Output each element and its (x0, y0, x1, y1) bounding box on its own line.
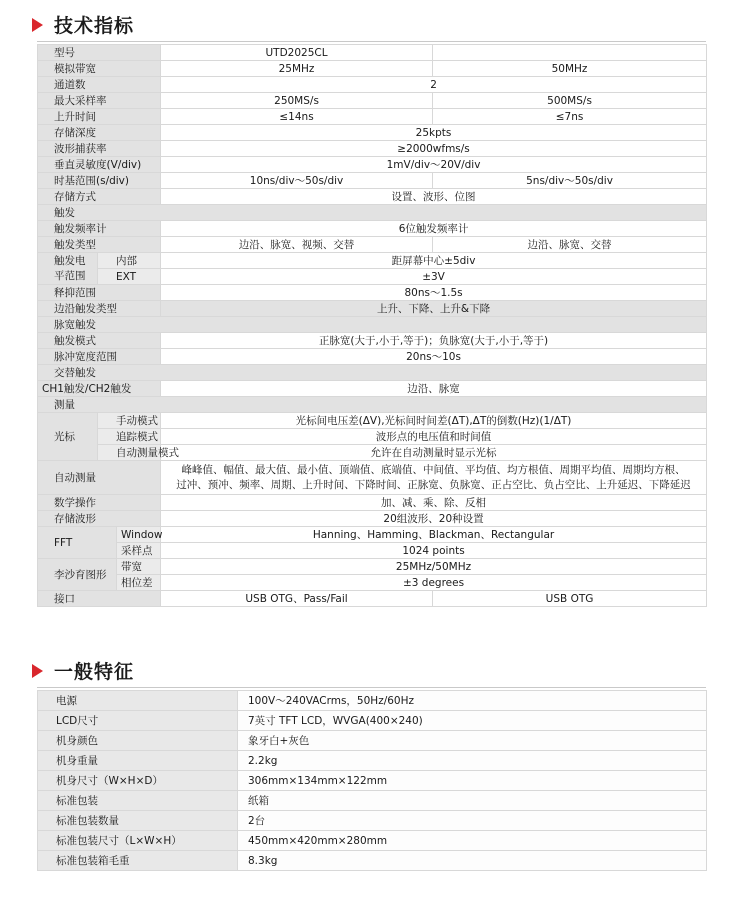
table-row (38, 559, 707, 575)
table-row (38, 253, 707, 269)
table-row (38, 301, 707, 317)
spec-value: 光标间电压差(ΔV),光标间时间差(ΔT),ΔT的倒数(Hz)(1/ΔT) (161, 413, 707, 429)
table-row (38, 575, 707, 591)
group-header: 触发 (38, 205, 707, 221)
general-section-title: 一般特征 (54, 661, 135, 683)
spec-label: 触发类型 (38, 237, 161, 253)
spec-label: 自动测量 (38, 461, 161, 495)
spec-label (38, 253, 98, 285)
table-row (38, 731, 707, 751)
spec-value: 设置、波形、位图 (161, 189, 707, 205)
table-row (38, 285, 707, 301)
spec-label: 数学操作 (38, 495, 161, 511)
table-row (38, 109, 707, 125)
triangle-bullet-icon (32, 18, 43, 32)
sub-label: 追踪模式 (98, 429, 161, 445)
spec-value: Hanning、Hamming、Blackman、Rectangular (161, 527, 707, 543)
sub-label: EXT (98, 269, 161, 285)
spec-label: 时基范围(s/div) (38, 173, 161, 189)
spec-label: 存储方式 (38, 189, 161, 205)
divider (37, 41, 706, 42)
sub-label: 采样点 (117, 543, 161, 559)
table-row (38, 349, 707, 365)
table-row (38, 77, 707, 93)
general-value: 2台 (238, 811, 707, 831)
spec-value: 边沿、脉宽 (161, 381, 707, 397)
spec-label: 李沙育图形 (38, 559, 117, 591)
general-value: 纸箱 (238, 791, 707, 811)
spec-value: 6位触发频率计 (161, 221, 707, 237)
spec-label: 边沿触发类型 (38, 301, 161, 317)
divider (37, 687, 706, 688)
sub-label: Window (117, 527, 161, 543)
spec-value: 50MHz (433, 61, 707, 77)
spec-value: UTD2025CL (161, 45, 433, 61)
spec-label: 上升时间 (38, 109, 161, 125)
spec-label: 最大采样率 (38, 93, 161, 109)
general-label: 标准包装 (38, 791, 238, 811)
sub-label: 自动测量模式 (98, 445, 161, 461)
spec-value: 80ns～1.5s (161, 285, 707, 301)
general-value: 306mm×134mm×122mm (238, 771, 707, 791)
general-label: LCD尺寸 (38, 711, 238, 731)
spec-value: 边沿、脉宽、视频、交替 (161, 237, 433, 253)
spec-value: ≥2000wfms/s (161, 141, 707, 157)
spec-value: 20ns～10s (161, 349, 707, 365)
spec-label: 脉冲宽度范围 (38, 349, 161, 365)
spec-value: ±3V (161, 269, 707, 285)
table-row (38, 751, 707, 771)
table-row (38, 445, 707, 461)
spec-value: 20组波形、20种设置 (161, 511, 707, 527)
triangle-bullet-icon (32, 664, 43, 678)
spec-label: FFT (38, 527, 117, 559)
general-table (37, 690, 707, 871)
general-section-header (32, 657, 134, 684)
general-label: 机身颜色 (38, 731, 238, 751)
group-header: 脉宽触发 (38, 317, 707, 333)
spec-label: 通道数 (38, 77, 161, 93)
general-label: 标准包装尺寸（L×W×H） (38, 831, 238, 851)
general-label: 电源 (38, 691, 238, 711)
spec-label: 触发模式 (38, 333, 161, 349)
table-row (38, 591, 707, 607)
table-row (38, 851, 707, 871)
table-row (38, 141, 707, 157)
table-row (38, 269, 707, 285)
table-row (38, 221, 707, 237)
spec-value: 500MS/s (433, 93, 707, 109)
general-label: 标准包装数量 (38, 811, 238, 831)
spec-value: USB OTG、Pass/Fail (161, 591, 433, 607)
table-row (38, 791, 707, 811)
spec-value (161, 461, 707, 495)
general-value: 象牙白+灰色 (238, 731, 707, 751)
spec-value: 上升、下降、上升&下降 (161, 301, 707, 317)
spec-value (433, 45, 707, 61)
general-value: 2.2kg (238, 751, 707, 771)
spec-value: 正脉宽(大于,小于,等于)；负脉宽(大于,小于,等于) (161, 333, 707, 349)
table-row (38, 511, 707, 527)
general-label: 机身尺寸（W×H×D） (38, 771, 238, 791)
trig-level-label-line2: 平范围 (54, 269, 86, 282)
general-value: 8.3kg (238, 851, 707, 871)
trig-level-label-line1: 触发电 (54, 254, 86, 267)
auto-measure-line1: 峰峰值、幅值、最大值、最小值、顶端值、底端值、中间值、平均值、均方根值、周期平均值、周期均方根、 (181, 463, 686, 476)
spec-label: 接口 (38, 591, 161, 607)
spec-value: 允许在自动测量时显示光标 (161, 445, 707, 461)
spec-value: 边沿、脉宽、交替 (433, 237, 707, 253)
general-value: 450mm×420mm×280mm (238, 831, 707, 851)
spec-value: USB OTG (433, 591, 707, 607)
table-row (38, 157, 707, 173)
spec-label: CH1触发/CH2触发 (38, 381, 161, 397)
table-row (38, 173, 707, 189)
specs-section-header (32, 11, 134, 38)
spec-value: 1024 points (161, 543, 707, 559)
table-row (38, 429, 707, 445)
sub-label: 相位差 (117, 575, 161, 591)
sub-label: 内部 (98, 253, 161, 269)
table-row (38, 237, 707, 253)
table-row (38, 45, 707, 61)
table-row (38, 205, 707, 221)
spec-value: 加、减、乘、除、反相 (161, 495, 707, 511)
table-row (38, 831, 707, 851)
table-row (38, 93, 707, 109)
specs-section-title: 技术指标 (54, 15, 135, 37)
general-value: 7英寸 TFT LCD，WVGA(400×240) (238, 711, 707, 731)
table-row (38, 527, 707, 543)
spec-label: 触发频率计 (38, 221, 161, 237)
spec-value: 10ns/div～50s/div (161, 173, 433, 189)
spec-value: 2 (161, 77, 707, 93)
spec-value: 1mV/div～20V/div (161, 157, 707, 173)
table-row (38, 691, 707, 711)
group-header: 交替触发 (38, 365, 707, 381)
table-row (38, 461, 707, 495)
spec-label: 释抑范围 (38, 285, 161, 301)
spec-value: 5ns/div～50s/div (433, 173, 707, 189)
table-row (38, 811, 707, 831)
table-row (38, 495, 707, 511)
general-label: 机身重量 (38, 751, 238, 771)
spec-label: 存储波形 (38, 511, 161, 527)
spec-value: 波形点的电压值和时间值 (161, 429, 707, 445)
table-row (38, 189, 707, 205)
general-value: 100V～240VACrms，50Hz/60Hz (238, 691, 707, 711)
spec-value: ≤14ns (161, 109, 433, 125)
spec-value: 25MHz/50MHz (161, 559, 707, 575)
spec-value: 25MHz (161, 61, 433, 77)
spec-value: 距屏幕中心±5div (161, 253, 707, 269)
table-row (38, 413, 707, 429)
spec-label: 模拟带宽 (38, 61, 161, 77)
spec-table (37, 44, 707, 607)
spec-value: 25kpts (161, 125, 707, 141)
table-row (38, 333, 707, 349)
spec-label: 光标 (38, 413, 98, 461)
table-row (38, 365, 707, 381)
spec-value: ±3 degrees (161, 575, 707, 591)
spec-label: 垂直灵敏度(V/div) (38, 157, 161, 173)
spec-label: 存储深度 (38, 125, 161, 141)
sub-label: 手动模式 (98, 413, 161, 429)
group-header: 测量 (38, 397, 707, 413)
table-row (38, 381, 707, 397)
spec-value: 250MS/s (161, 93, 433, 109)
general-label: 标准包装箱毛重 (38, 851, 238, 871)
spec-label: 波形捕获率 (38, 141, 161, 157)
spec-value: ≤7ns (433, 109, 707, 125)
table-row (38, 125, 707, 141)
table-row (38, 397, 707, 413)
auto-measure-line2: 过冲、预冲、频率、周期、上升时间、下降时间、正脉宽、负脉宽、正占空比、负占空比、上升延迟、下降延迟 (176, 478, 691, 491)
table-row (38, 711, 707, 731)
table-row (38, 317, 707, 333)
table-row (38, 61, 707, 77)
spec-label: 型号 (38, 45, 161, 61)
sub-label: 带宽 (117, 559, 161, 575)
table-row (38, 543, 707, 559)
table-row (38, 771, 707, 791)
